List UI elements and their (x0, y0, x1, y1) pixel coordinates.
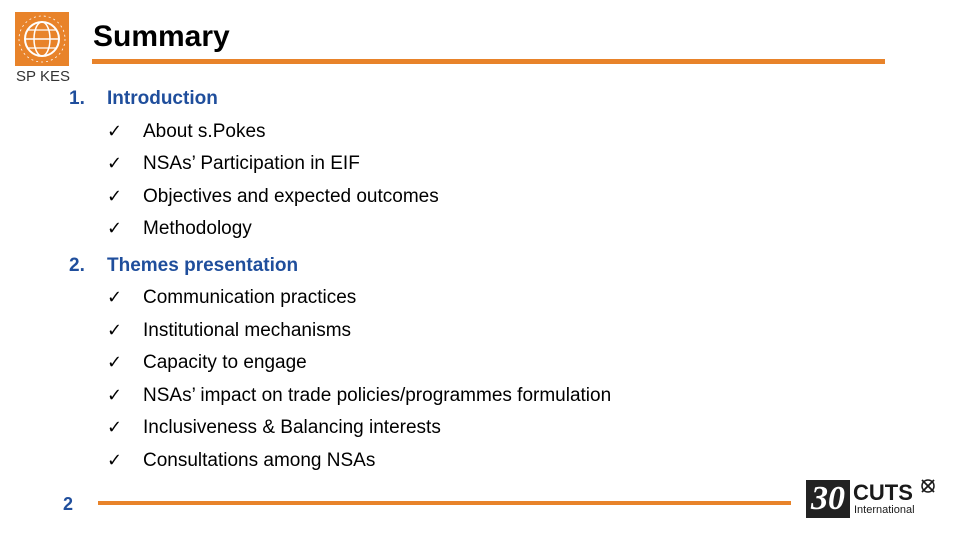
list-item (107, 218, 252, 240)
checkmark-icon: ✓ (107, 385, 123, 406)
list-item (107, 121, 266, 143)
list-item (107, 320, 351, 342)
section-label: Themes presentation (107, 255, 299, 276)
checkmark-icon: ✓ (107, 121, 123, 142)
section-introduction (69, 88, 218, 110)
title-underline (92, 59, 885, 64)
checkmark-icon: ✓ (107, 320, 123, 341)
slide-title: Summary (93, 20, 230, 53)
page-number: 2 (63, 494, 74, 514)
cross-emblem-icon (920, 478, 936, 494)
checkmark-icon: ✓ (107, 186, 123, 207)
list-item (107, 153, 360, 175)
spokes-logo-text: SP KES (16, 68, 70, 85)
list-item-text: About s.Pokes (143, 121, 266, 142)
section-number: 1. (69, 88, 85, 109)
list-item-text: Consultations among NSAs (143, 450, 376, 471)
list-item-text: NSAs’ Participation in EIF (143, 153, 360, 174)
section-label: Introduction (107, 88, 218, 109)
spokes-logo (14, 12, 72, 88)
list-item (107, 287, 356, 309)
section-number: 2. (69, 255, 85, 276)
checkmark-icon: ✓ (107, 218, 123, 239)
cuts-logo-name: CUTS (853, 480, 913, 505)
list-item-text: NSAs’ impact on trade policies/programmes formulation (143, 385, 612, 406)
list-item-text: Methodology (143, 218, 252, 239)
checkmark-icon: ✓ (107, 450, 123, 471)
checkmark-icon: ✓ (107, 417, 123, 438)
list-item (107, 450, 375, 472)
list-item (107, 385, 611, 407)
checkmark-icon: ✓ (107, 153, 123, 174)
section-themes-presentation (69, 255, 298, 277)
list-item (107, 186, 439, 208)
list-item-text: Objectives and expected outcomes (143, 186, 439, 207)
checkmark-icon: ✓ (107, 287, 123, 308)
cuts-anniversary-badge: 30 (806, 480, 850, 518)
list-item-text: Capacity to engage (143, 352, 307, 373)
cuts-logo-subtitle: International (854, 504, 915, 516)
checkmark-icon: ✓ (107, 352, 123, 373)
list-item (107, 417, 441, 439)
globe-icon (15, 12, 69, 66)
list-item-text: Institutional mechanisms (143, 320, 352, 341)
list-item-text: Inclusiveness & Balancing interests (143, 417, 441, 438)
list-item (107, 352, 307, 374)
cuts-logo (806, 478, 938, 522)
footer-rule (98, 501, 791, 505)
list-item-text: Communication practices (143, 287, 357, 308)
